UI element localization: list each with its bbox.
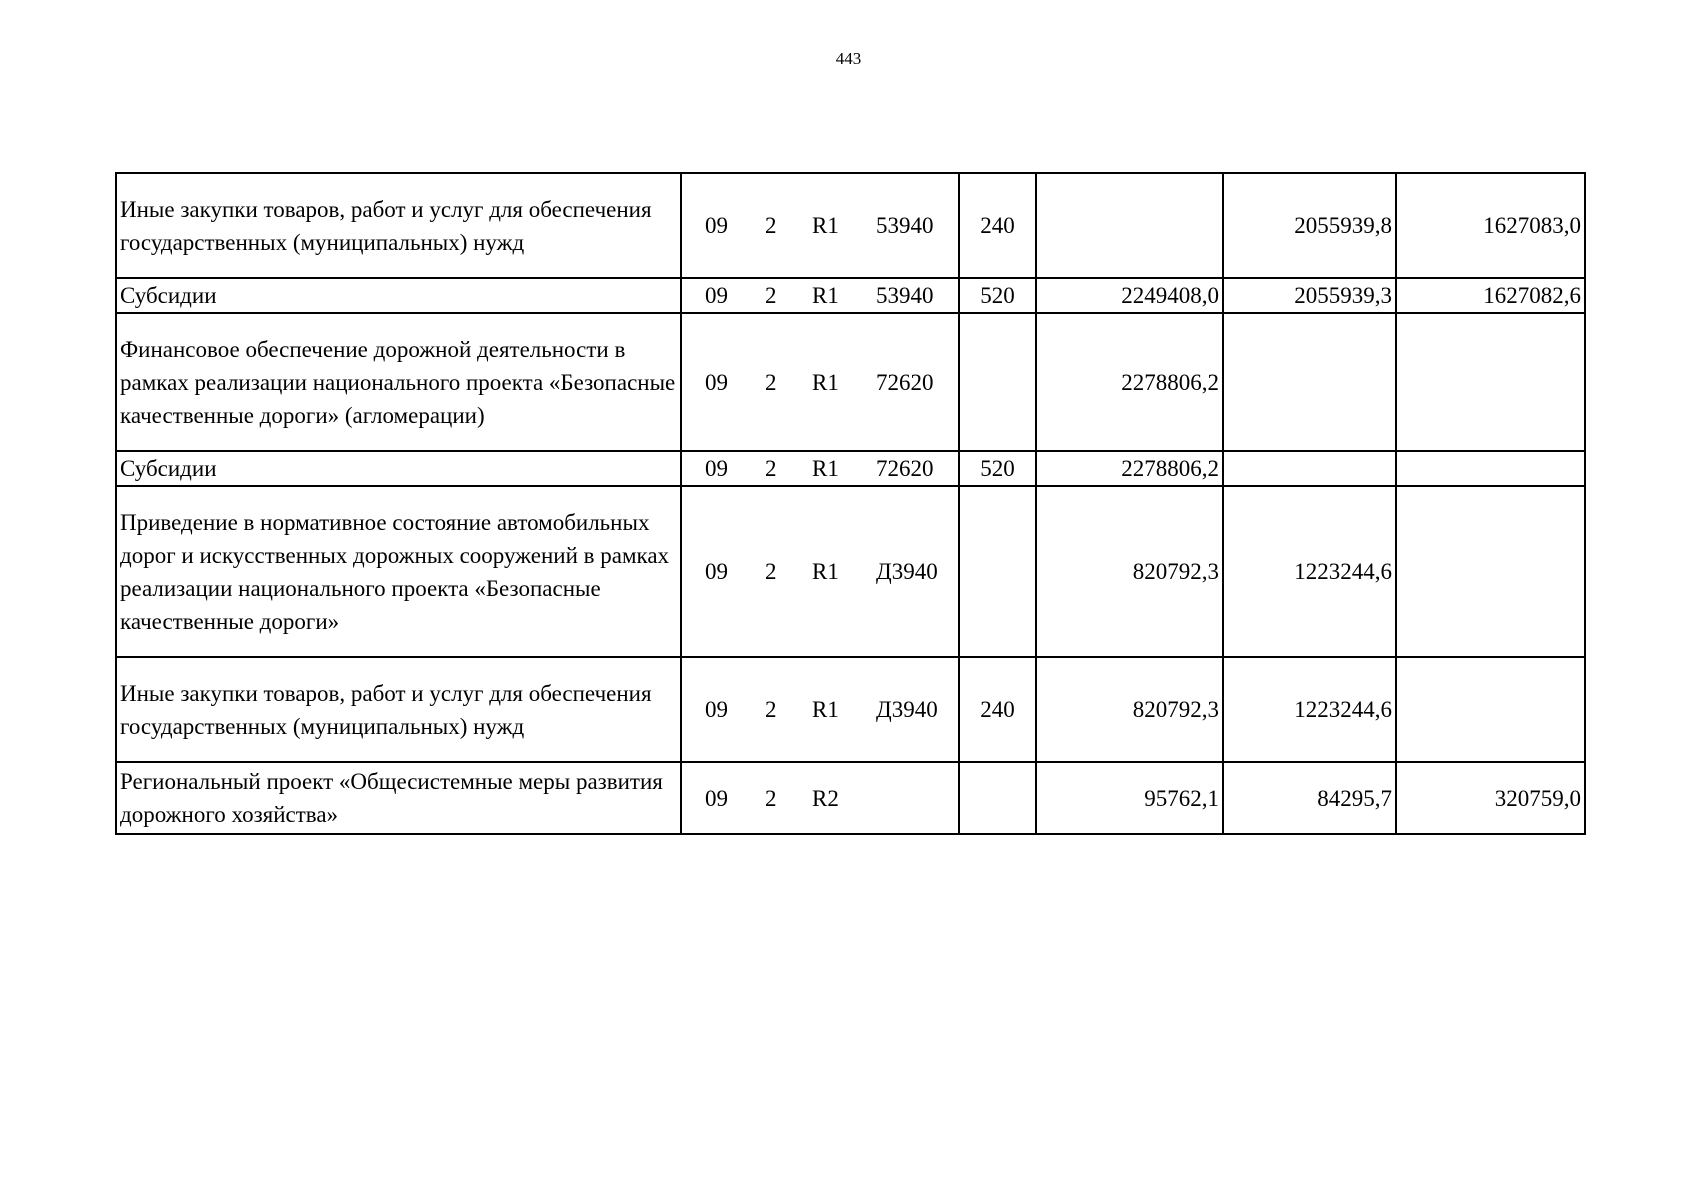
amount-3: 1627083,0	[1396, 173, 1585, 278]
amount-2: 1223244,6	[1223, 657, 1396, 762]
subprogram-code: 2	[765, 559, 777, 584]
expense-name: Региональный проект «Общесистемные меры развития дорожного хозяйства»	[116, 762, 681, 834]
expense-name: Субсидии	[116, 451, 681, 486]
budget-code-cell	[681, 486, 959, 657]
table-row	[116, 486, 1585, 657]
amount-1	[1036, 173, 1223, 278]
project-code: R1	[812, 456, 839, 481]
subprogram-code: 2	[765, 283, 777, 308]
budget-code-cell	[681, 451, 959, 486]
expense-type-code	[959, 762, 1036, 834]
table-row	[116, 278, 1585, 313]
table-row	[116, 173, 1585, 278]
expense-name: Иные закупки товаров, работ и услуг для обеспечения государственных (муниципальных) нужд	[116, 657, 681, 762]
expense-name: Финансовое обеспечение дорожной деятельности в рамках реализации национального проекта «Безопасные качественные дороги» (агломерации)	[116, 313, 681, 451]
budget-code-cell	[681, 657, 959, 762]
subprogram-code: 2	[765, 213, 777, 238]
direction-code: Д3940	[876, 559, 938, 584]
amount-1: 2278806,2	[1036, 313, 1223, 451]
subprogram-code: 2	[765, 785, 777, 811]
page-number: 443	[835, 49, 862, 68]
amount-3: 320759,0	[1396, 762, 1585, 834]
budget-code-cell	[681, 762, 959, 834]
amount-1: 820792,3	[1036, 657, 1223, 762]
expense-name: Субсидии	[116, 278, 681, 313]
project-code: R1	[812, 697, 839, 722]
amount-2	[1223, 451, 1396, 486]
amount-3	[1396, 313, 1585, 451]
subprogram-code: 2	[765, 697, 777, 722]
budget-code-cell	[681, 173, 959, 278]
subprogram-code: 2	[765, 369, 777, 395]
budget-table	[115, 172, 1586, 835]
section-code: 09	[705, 559, 728, 584]
amount-1: 2249408,0	[1036, 278, 1223, 313]
budget-table-body	[116, 173, 1585, 834]
project-code: R1	[812, 283, 839, 308]
amount-2	[1223, 313, 1396, 451]
expense-type-code	[959, 486, 1036, 657]
budget-code-cell	[681, 278, 959, 313]
amount-2: 1223244,6	[1223, 486, 1396, 657]
amount-2: 84295,7	[1223, 762, 1396, 834]
section-code: 09	[705, 213, 728, 238]
section-code: 09	[705, 697, 728, 722]
direction-code: 72620	[876, 456, 934, 481]
table-row	[116, 451, 1585, 486]
amount-3	[1396, 451, 1585, 486]
table-row	[116, 762, 1585, 834]
expense-name: Иные закупки товаров, работ и услуг для обеспечения государственных (муниципальных) нужд	[116, 173, 681, 278]
amount-1: 2278806,2	[1036, 451, 1223, 486]
direction-code: 72620	[876, 369, 934, 395]
section-code: 09	[705, 369, 728, 395]
amount-3: 1627082,6	[1396, 278, 1585, 313]
subprogram-code: 2	[765, 456, 777, 481]
direction-code: Д3940	[876, 697, 938, 722]
project-code: R1	[812, 369, 839, 395]
project-code: R2	[812, 785, 839, 811]
section-code: 09	[705, 283, 728, 308]
amount-3	[1396, 657, 1585, 762]
direction-code: 53940	[876, 283, 934, 308]
expense-type-code: 520	[959, 451, 1036, 486]
amount-2: 2055939,3	[1223, 278, 1396, 313]
expense-type-code: 520	[959, 278, 1036, 313]
expense-type-code	[959, 313, 1036, 451]
expense-name: Приведение в нормативное состояние автомобильных дорог и искусственных дорожных сооружений в рамках реализации национального проекта «Безопасные качественные дороги»	[116, 486, 681, 657]
amount-2: 2055939,8	[1223, 173, 1396, 278]
direction-code: 53940	[876, 213, 934, 238]
amount-1: 820792,3	[1036, 486, 1223, 657]
project-code: R1	[812, 213, 839, 238]
table-row	[116, 657, 1585, 762]
amount-3	[1396, 486, 1585, 657]
amount-1: 95762,1	[1036, 762, 1223, 834]
project-code: R1	[812, 559, 839, 584]
expense-type-code: 240	[959, 657, 1036, 762]
budget-code-cell	[681, 313, 959, 451]
expense-type-code: 240	[959, 173, 1036, 278]
table-row	[116, 313, 1585, 451]
section-code: 09	[705, 456, 728, 481]
section-code: 09	[705, 785, 728, 811]
